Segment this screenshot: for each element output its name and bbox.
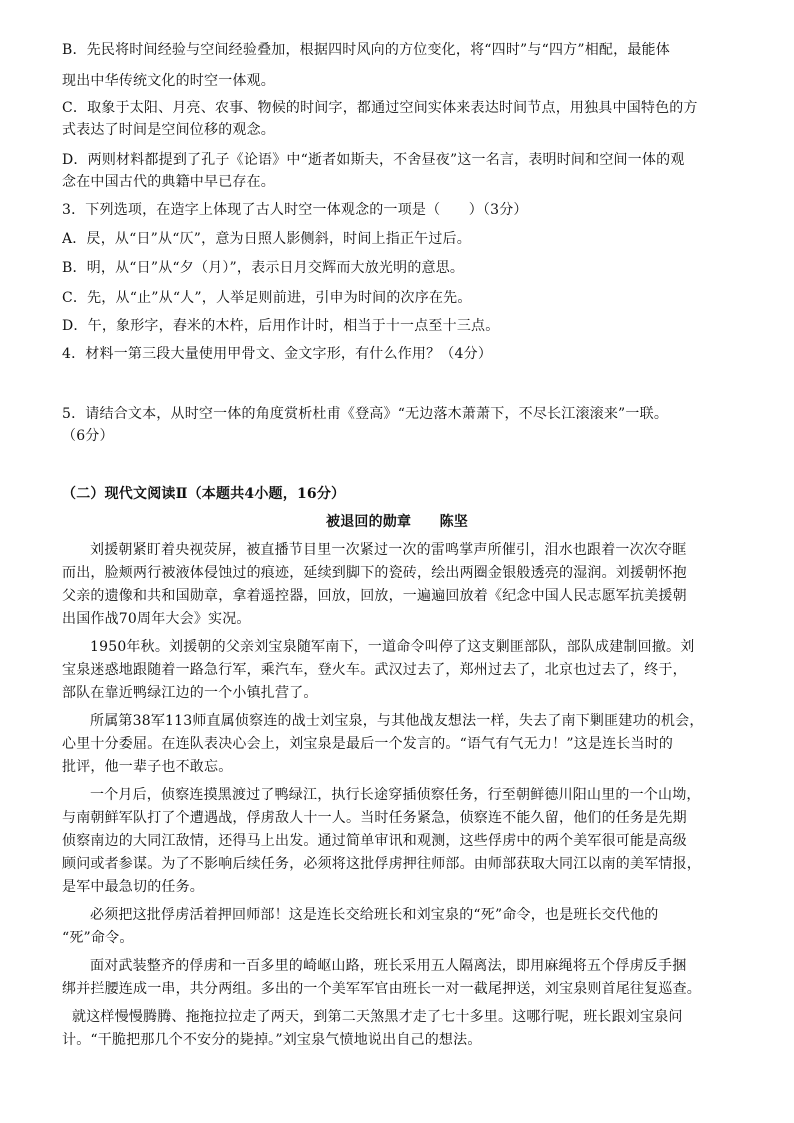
question-3: 3．下列选项，在造字上体现了古人时空一体观念的一项是（ ）（3分）	[62, 202, 528, 218]
option-b-line-2: 现出中华传统文化的时空一体观。	[62, 73, 275, 89]
question-5-line-1: 5．请结合文本，从时空一体的角度赏析杜甫《登高》“无边落木萧萧下，不尽长江滚滚来”一联。	[62, 406, 669, 422]
article-title: 被退回的勋章 陈坚	[326, 514, 468, 530]
p6-line-2: 绑并拦腰连成一串，共分两组。多出的一个美军军官由班长一对一截尾押送，刘宝泉则首尾往复巡查。	[62, 981, 701, 997]
p5-line-1: 必须把这批俘虏活着押回师部！这是连长交给班长和刘宝泉的“死”命令，也是班长交代他的	[90, 907, 659, 923]
p1-line-1: 刘援朝紧盯着央视荧屏，被直播节目里一次紧过一次的雷鸣掌声所催引，泪水也跟着一次次夺眶	[90, 542, 687, 558]
p3-line-3: 批评，他一辈子也不敢忘。	[62, 759, 233, 775]
p2-line-3: 部队在靠近鸭绿江边的一个小镇扎营了。	[62, 685, 318, 701]
question-5-line-2: （6分）	[62, 428, 114, 444]
p4-line-4: 顾问或者参谋。为了不影响后续任务，必须将这批俘虏押往师部。由师部获取大同江以南的美军情报，	[62, 856, 701, 872]
option-c-line-2: 式表达了时间是空间位移的观念。	[62, 122, 275, 138]
p4-line-3: 侦察南边的大同江敌情，还得马上出发。通过简单审讯和观测，这些俘虏中的两个美军很可能是高级	[62, 833, 687, 849]
p3-line-1: 所属第38军113师直属侦察连的战士刘宝泉，与其他战友想法一样，失去了南下剿匪建功的机会，	[90, 713, 704, 729]
p6-line-1: 面对武装整齐的俘虏和一百多里的崎岖山路，班长采用五人隔离法，即用麻绳将五个俘虏反手捆	[90, 958, 687, 974]
p7-line-1: 就这样慢慢腾腾、拖拖拉拉走了两天，到第二天煞黑才走了七十多里。这哪行呢，班长跟刘宝泉问	[72, 1009, 683, 1025]
q3-option-a: A．昃，从“日”从“仄”，意为日照人影侧斜，时间上指正午过后。	[62, 231, 471, 247]
option-d-line-1: D．两则材料都提到了孔子《论语》中“逝者如斯夫，不舍昼夜”这一名言，表明时间和空间一体的观	[62, 152, 685, 168]
option-d-line-2: 念在中国古代的典籍中早已存在。	[62, 174, 275, 190]
option-b-line-1: B．先民将时间经验与空间经验叠加，根据四时风向的方位变化，将“四时”与“四方”相配，最能体	[62, 42, 670, 58]
p4-line-5: 是军中最急切的任务。	[62, 879, 204, 895]
p1-line-2: 而出，脸颊两行被液体侵蚀过的痕迹，延续到脚下的瓷砖，绘出两圈金银般透亮的湿润。刘援朝怀抱	[62, 565, 687, 581]
q3-option-b: B．明，从“日”从“夕（月）”，表示日月交辉而大放光明的意思。	[62, 260, 465, 276]
p3-line-2: 心里十分委屈。在连队表决心会上，刘宝泉是最后一个发言的。“语气有气无力！”这是连长当时的	[62, 736, 674, 752]
q3-option-d: D．午，象形字，舂米的木杵，后用作计时，相当于十一点至十三点。	[62, 318, 500, 334]
p2-line-1: 1950年秋。刘援朝的父亲刘宝泉随军南下，一道命令叫停了这支剿匪部队，部队成建制回撤。刘	[90, 639, 695, 655]
p2-line-2: 宝泉迷惑地跟随着一路急行军，乘汽车，登火车。武汉过去了，郑州过去了，北京也过去了，终于，	[62, 662, 687, 678]
option-c-line-1: C．取象于太阳、月亮、农事、物候的时间字，都通过空间实体来表达时间节点，用独具中国特色的方	[62, 100, 698, 116]
p7-line-2: 计。“干脆把那几个不安分的毙掉。”刘宝泉气愤地说出自己的想法。	[62, 1032, 482, 1048]
question-4: 4．材料一第三段大量使用甲骨文、金文字形，有什么作用？（4分）	[62, 346, 493, 362]
q3-option-c: C．先，从“止”从“人”，人举足则前进，引申为时间的次序在先。	[62, 290, 472, 306]
p5-line-2: “死”命令。	[62, 930, 134, 946]
p4-line-1: 一个月后，侦察连摸黑渡过了鸭绿江，执行长途穿插侦察任务，行至朝鲜德川阳山里的一个山坳，	[90, 787, 701, 803]
p1-line-4: 出国作战70周年大会》实况。	[62, 611, 251, 627]
section-heading: （二）现代文阅读Ⅱ（本题共4小题，16分）	[62, 486, 346, 502]
p1-line-3: 父亲的遗像和共和国勋章，拿着遥控器，回放，回放，一遍遍回放着《纪念中国人民志愿军抗美援朝	[62, 588, 687, 604]
p4-line-2: 与南朝鲜军队打了个遭遇战，俘虏敌人十一人。当时任务紧急，侦察连不能久留，他们的任务是先期	[62, 810, 687, 826]
